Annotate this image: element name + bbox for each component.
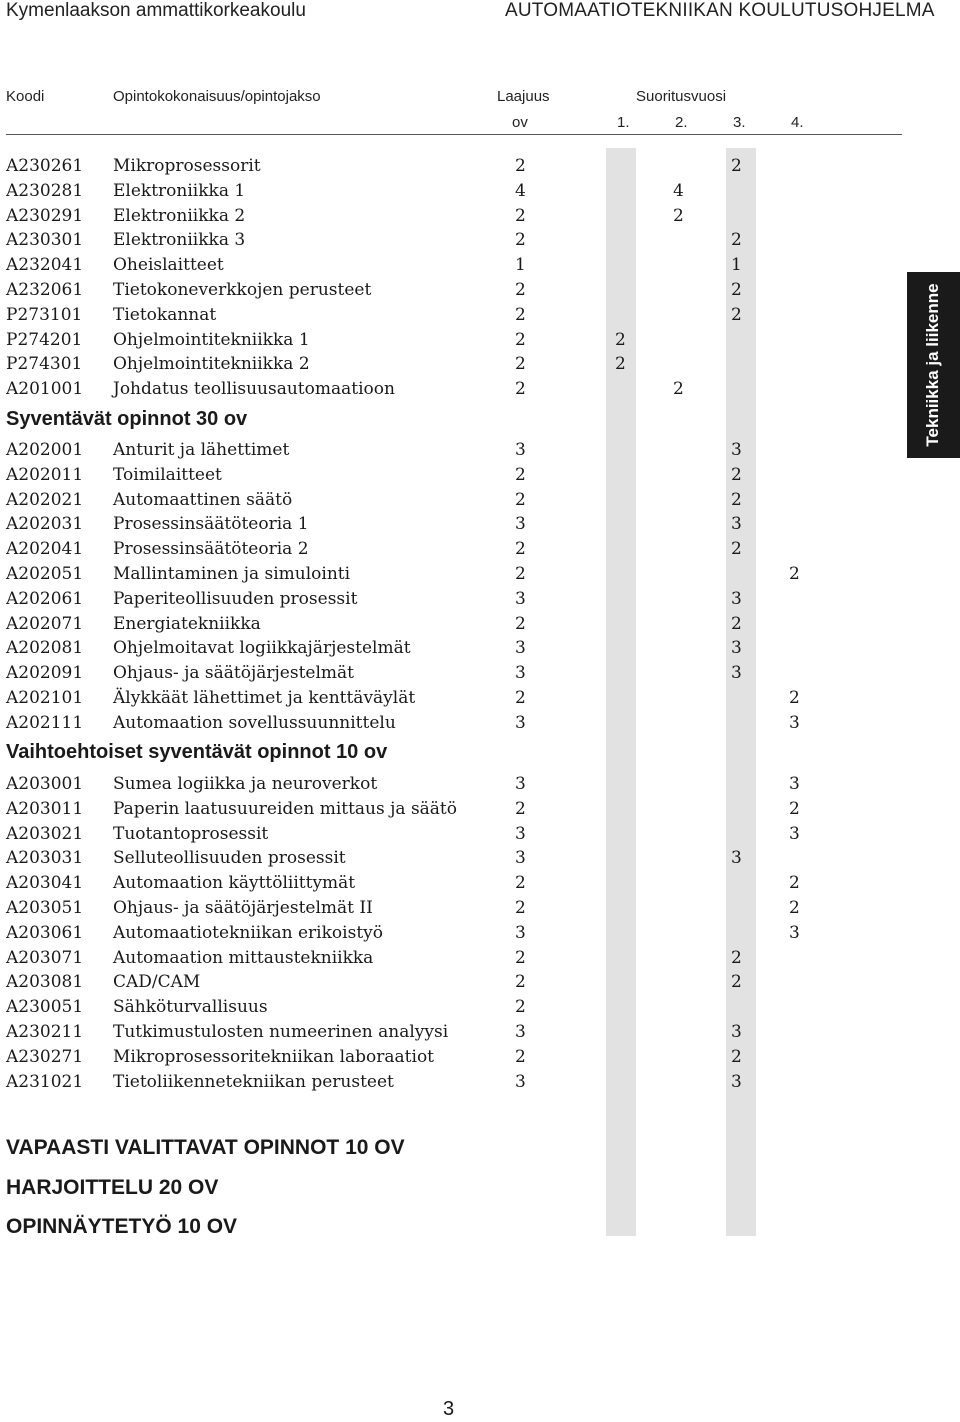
cell-ov: 3: [515, 588, 526, 609]
table-row: [0, 179, 900, 203]
table-row: [0, 303, 900, 327]
table-row: [0, 463, 900, 487]
col-header-year: Suoritusvuosi: [636, 88, 727, 105]
cell-name: Tietokoneverkkojen perusteet: [113, 280, 372, 300]
cell-code: A232061: [6, 280, 84, 300]
cell-name: Ohjelmoitavat logiikkajärjestelmät: [113, 638, 411, 659]
col-header-code: Koodi: [6, 88, 45, 105]
cell-code: A202061: [6, 588, 84, 609]
cell-code: A202111: [6, 712, 84, 733]
cell-y2: 2: [673, 379, 684, 400]
table-row: [0, 946, 900, 970]
table-row: [0, 772, 900, 796]
cell-ov: 2: [515, 613, 526, 634]
cell-ov: 2: [515, 564, 526, 584]
programme-title: AUTOMAATIOTEKNIIKAN KOULUTUSOHJELMA: [505, 0, 935, 21]
cell-code: A203011: [6, 798, 84, 819]
cell-name: Tutkimustulosten numeerinen analyysi: [113, 1022, 449, 1042]
col-header-ov: ov: [512, 114, 528, 131]
cell-ov: 2: [515, 489, 526, 510]
col-header-scope: Laajuus: [497, 88, 550, 105]
cell-name: Paperiteollisuuden prosessit: [113, 588, 358, 609]
table-row: [0, 995, 900, 1019]
table-row: [0, 253, 900, 277]
table-row: [0, 797, 900, 821]
cell-y4: 2: [789, 564, 800, 584]
cell-name: Ohjelmointitekniikka 1: [113, 329, 310, 350]
table-row: [0, 921, 900, 945]
cell-y3: 3: [731, 663, 742, 684]
table-row: [0, 661, 900, 685]
cell-code: A202031: [6, 514, 84, 535]
table-row: [0, 846, 900, 870]
table-row: [0, 587, 900, 611]
cell-ov: 2: [515, 1046, 526, 1067]
col-header-name: Opintokokonaisuus/opintojakso: [113, 88, 321, 105]
cell-ov: 2: [515, 379, 526, 400]
cell-code: A232041: [6, 255, 84, 276]
cell-name: Elektroniikka 1: [113, 180, 246, 201]
table-row: [0, 1070, 900, 1094]
cell-code: A230301: [6, 230, 84, 251]
col-header-year-3: 3.: [733, 114, 746, 131]
table-row: [0, 686, 900, 710]
cell-code: A203061: [6, 922, 84, 943]
cell-ov: 2: [515, 798, 526, 819]
table-row: [0, 970, 900, 994]
cell-code: A203041: [6, 873, 84, 894]
cell-name: Automaation mittaustekniikka: [113, 947, 374, 968]
cell-name: Johdatus teollisuusautomaatioon: [113, 379, 395, 400]
cell-code: A202041: [6, 539, 84, 560]
cell-ov: 2: [515, 539, 526, 560]
cell-code: A202091: [6, 663, 84, 684]
table-row: [0, 228, 900, 252]
cell-name: Oheislaitteet: [113, 255, 224, 276]
cell-y3: 2: [731, 539, 742, 560]
table-row: [0, 822, 900, 846]
cell-ov: 2: [515, 156, 526, 176]
cell-y4: 3: [789, 712, 800, 733]
cell-code: A202001: [6, 440, 84, 460]
cell-code: A202011: [6, 464, 84, 485]
cell-ov: 2: [515, 972, 526, 993]
cell-y4: 3: [789, 774, 800, 794]
cell-ov: 2: [515, 898, 526, 918]
cell-y2: 2: [673, 205, 684, 226]
cell-ov: 2: [515, 304, 526, 325]
cell-y4: 2: [789, 798, 800, 819]
cell-name: Selluteollisuuden prosessit: [113, 848, 346, 869]
cell-name: Ohjelmointitekniikka 2: [113, 354, 310, 375]
table-row: [0, 154, 900, 178]
cell-y4: 2: [789, 898, 800, 918]
cell-code: A231021: [6, 1071, 84, 1092]
cell-name: Prosessinsäätöteoria 2: [113, 539, 309, 560]
cell-y1: 2: [615, 354, 626, 375]
cell-code: A201001: [6, 379, 84, 400]
cell-name: Ohjaus- ja säätöjärjestelmät II: [113, 898, 373, 918]
cell-ov: 2: [515, 688, 526, 708]
cell-code: A203081: [6, 972, 84, 993]
cell-code: A202071: [6, 613, 84, 634]
cell-ov: 3: [515, 514, 526, 535]
cell-code: A203051: [6, 898, 84, 918]
side-tab-label: Tekniikka ja liikenne: [923, 283, 942, 447]
cell-y1: 2: [615, 329, 626, 350]
cell-code: A202021: [6, 489, 84, 510]
footer-free-electives: VAPAASTI VALITTAVAT OPINNOT 10 OV: [6, 1136, 405, 1159]
cell-name: Sumea logiikka ja neuroverkot: [113, 774, 378, 794]
cell-y4: 3: [789, 823, 800, 844]
cell-name: Automaattinen säätö: [113, 489, 293, 510]
cell-name: Prosessinsäätöteoria 1: [113, 514, 309, 535]
cell-y3: 2: [731, 156, 742, 176]
cell-name: Elektroniikka 2: [113, 205, 246, 226]
table-row: [0, 512, 900, 536]
table-row: [0, 377, 900, 401]
cell-code: A203071: [6, 947, 84, 968]
cell-y3: 2: [731, 1046, 742, 1067]
school-name: Kymenlaakson ammattikorkeakoulu: [6, 0, 306, 21]
table-row: [0, 278, 900, 302]
table-row: [0, 896, 900, 920]
col-header-year-1: 1.: [617, 114, 630, 131]
table-row: [0, 612, 900, 636]
cell-y2: 4: [673, 180, 684, 201]
cell-code: P274201: [6, 329, 83, 350]
cell-code: A202081: [6, 638, 84, 659]
table-row: [0, 636, 900, 660]
cell-name: Toimilaitteet: [113, 464, 222, 485]
cell-y4: 3: [789, 922, 800, 943]
cell-ov: 1: [515, 255, 526, 276]
cell-y3: 2: [731, 947, 742, 968]
cell-name: Automaatiotekniikan erikoistyö: [113, 922, 383, 943]
cell-ov: 3: [515, 663, 526, 684]
cell-code: P274301: [6, 354, 83, 375]
cell-code: A202101: [6, 688, 84, 708]
cell-ov: 3: [515, 922, 526, 943]
cell-y4: 2: [789, 873, 800, 894]
cell-name: Älykkäät lähettimet ja kenttäväylät: [113, 688, 416, 708]
cell-name: Mikroprosessorit: [113, 156, 261, 176]
cell-ov: 2: [515, 947, 526, 968]
cell-y3: 3: [731, 588, 742, 609]
cell-y3: 3: [731, 1071, 742, 1092]
header-divider: [6, 134, 902, 135]
cell-y3: 2: [731, 489, 742, 510]
cell-ov: 2: [515, 329, 526, 350]
table-row: [0, 562, 900, 586]
cell-code: P273101: [6, 304, 83, 325]
col-header-year-4: 4.: [791, 114, 804, 131]
footer-internship: HARJOITTELU 20 OV: [6, 1176, 219, 1199]
cell-name: Sähköturvallisuus: [113, 997, 268, 1018]
cell-ov: 3: [515, 848, 526, 869]
table-row: [0, 711, 900, 735]
cell-y3: 2: [731, 464, 742, 485]
cell-name: Anturit ja lähettimet: [113, 440, 290, 460]
cell-y3: 2: [731, 613, 742, 634]
cell-name: Tuotantoprosessit: [113, 823, 269, 844]
cell-y3: 3: [731, 440, 742, 460]
cell-ov: 2: [515, 230, 526, 251]
cell-code: A203031: [6, 848, 84, 869]
cell-name: Ohjaus- ja säätöjärjestelmät: [113, 663, 354, 684]
footer-thesis: OPINNÄYTETYÖ 10 OV: [6, 1215, 238, 1238]
cell-y3: 3: [731, 848, 742, 869]
cell-name: Paperin laatusuureiden mittaus ja säätö: [113, 798, 458, 819]
cell-name: Mikroprosessoritekniikan laboraatiot: [113, 1046, 435, 1067]
cell-ov: 3: [515, 638, 526, 659]
cell-name: Tietoliikennetekniikan perusteet: [113, 1071, 394, 1092]
cell-code: A203021: [6, 823, 84, 844]
cell-code: A202051: [6, 564, 84, 584]
table-row: [0, 438, 900, 462]
cell-y3: 3: [731, 1022, 742, 1042]
table-row: [0, 204, 900, 228]
cell-name: Automaation sovellussuunnittelu: [113, 712, 396, 733]
section-title-optional: Vaihtoehtoiset syventävät opinnot 10 ov: [6, 741, 388, 763]
table-row: [0, 537, 900, 561]
cell-ov: 4: [515, 180, 526, 201]
cell-code: A230211: [6, 1022, 84, 1042]
page-number: 3: [443, 1398, 455, 1420]
cell-ov: 3: [515, 1022, 526, 1042]
cell-y3: 2: [731, 304, 742, 325]
cell-name: CAD/CAM: [113, 972, 201, 993]
table-row: [0, 1045, 900, 1069]
cell-code: A203001: [6, 774, 84, 794]
col-header-year-2: 2.: [675, 114, 688, 131]
cell-code: A230271: [6, 1046, 84, 1067]
cell-ov: 3: [515, 440, 526, 460]
table-row: [0, 488, 900, 512]
table-row: [0, 328, 900, 352]
cell-code: A230261: [6, 156, 84, 176]
table-row: [0, 871, 900, 895]
cell-ov: 3: [515, 1071, 526, 1092]
cell-y3: 1: [731, 255, 742, 276]
cell-ov: 3: [515, 823, 526, 844]
cell-ov: 3: [515, 774, 526, 794]
table-row: [0, 352, 900, 376]
cell-code: A230051: [6, 997, 84, 1018]
cell-y3: 2: [731, 972, 742, 993]
section-title-advanced: Syventävät opinnot 30 ov: [6, 408, 248, 430]
cell-code: A230281: [6, 180, 84, 201]
cell-ov: 3: [515, 712, 526, 733]
cell-name: Elektroniikka 3: [113, 230, 246, 251]
cell-ov: 2: [515, 464, 526, 485]
cell-name: Energiatekniikka: [113, 613, 261, 634]
table-row: [0, 1020, 900, 1044]
cell-y3: 3: [731, 514, 742, 535]
cell-ov: 2: [515, 873, 526, 894]
cell-name: Tietokannat: [113, 304, 217, 325]
cell-y3: 2: [731, 230, 742, 251]
cell-name: Mallintaminen ja simulointi: [113, 564, 351, 584]
cell-y4: 2: [789, 688, 800, 708]
cell-y3: 2: [731, 280, 742, 300]
cell-ov: 2: [515, 354, 526, 375]
cell-ov: 2: [515, 997, 526, 1018]
cell-code: A230291: [6, 205, 84, 226]
cell-y3: 3: [731, 638, 742, 659]
cell-name: Automaation käyttöliittymät: [113, 873, 356, 894]
cell-ov: 2: [515, 280, 526, 300]
cell-ov: 2: [515, 205, 526, 226]
